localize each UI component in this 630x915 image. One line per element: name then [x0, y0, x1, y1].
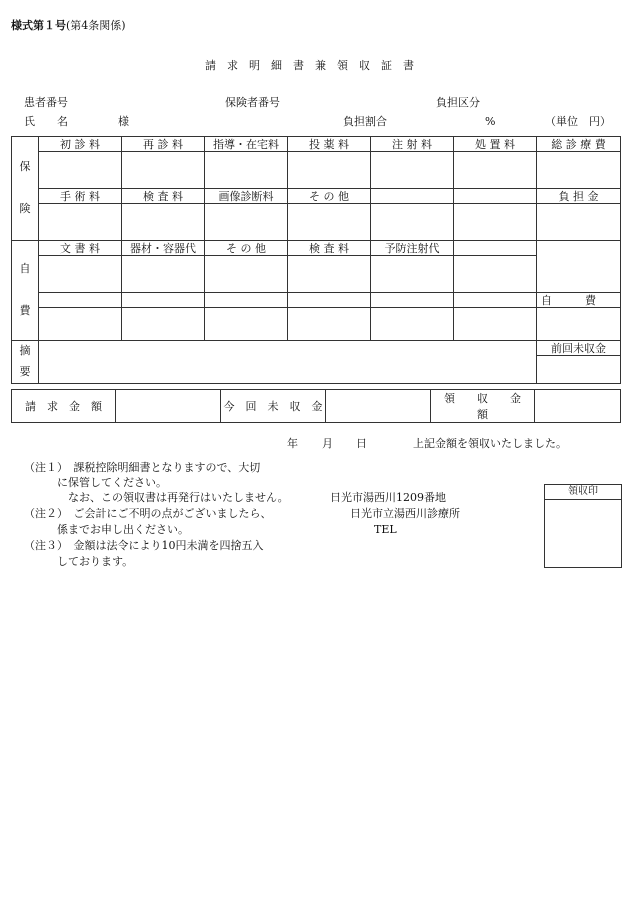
honorific-label: 様: [118, 115, 129, 128]
summary-row: [11, 389, 621, 423]
insurance-side-label: 保 険: [12, 137, 39, 241]
receipt-statement: 上記金額を領収いたしました。: [413, 437, 567, 450]
amount-cell[interactable]: [371, 256, 454, 293]
amount-cell[interactable]: [122, 256, 205, 293]
self-pay-header-cell: 文 書 料: [39, 241, 122, 256]
amount-cell[interactable]: [454, 204, 537, 241]
document-title: 請求明細書兼領収証書: [205, 59, 425, 72]
self-pay-header-cell: [205, 293, 288, 308]
receipt-stamp-box[interactable]: [544, 484, 622, 568]
amount-cell[interactable]: [454, 308, 537, 341]
date-day-label: 日: [356, 437, 367, 450]
amount-cell[interactable]: [371, 308, 454, 341]
self-pay-header-cell: 器材・容器代: [122, 241, 205, 256]
amount-cell[interactable]: [537, 308, 621, 341]
insurance-header-cell: 検 査 料: [122, 189, 205, 204]
self-pay-header-cell: 予防注射代: [371, 241, 454, 256]
form-number: 様式第１号(第4条関係): [11, 19, 126, 32]
note-line: （注１） 課税控除明細書となりますので、大切: [24, 461, 261, 474]
amount-cell[interactable]: [205, 204, 288, 241]
date-year-label: 年: [287, 437, 298, 450]
self-pay-header-cell: [122, 293, 205, 308]
insurance-header-cell: 手 術 料: [39, 189, 122, 204]
amount-cell[interactable]: [288, 152, 371, 189]
previous-unpaid-label: 前回未収金: [537, 341, 621, 356]
self-pay-header-cell: [454, 293, 537, 308]
amount-cell[interactable]: [39, 204, 122, 241]
self-pay-header-cell: [288, 293, 371, 308]
amount-cell[interactable]: [205, 152, 288, 189]
amount-cell[interactable]: [205, 256, 288, 293]
self-pay-header-cell: [454, 241, 537, 256]
patient-number-label: 患者番号: [24, 96, 68, 109]
amount-cell[interactable]: [371, 204, 454, 241]
name-label: 氏 名: [24, 115, 68, 128]
amount-cell[interactable]: [288, 308, 371, 341]
amount-cell[interactable]: [537, 152, 621, 189]
percent-label: %: [485, 115, 496, 128]
clinic-tel: TEL: [374, 523, 397, 536]
amount-cell[interactable]: [39, 256, 122, 293]
amount-cell[interactable]: [537, 241, 621, 293]
remarks-side-label: 摘 要: [12, 341, 39, 384]
insurance-header-cell: 指導・在宅料: [205, 137, 288, 152]
insurance-header-cell: 処 置 料: [454, 137, 537, 152]
clinic-address: 日光市湯西川1209番地: [330, 491, 446, 504]
note-line: に保管してください。: [24, 476, 167, 489]
insurance-header-cell: 画像診断料: [205, 189, 288, 204]
billed-amount-value[interactable]: [116, 390, 221, 423]
amount-cell[interactable]: [122, 308, 205, 341]
amount-cell[interactable]: [537, 356, 621, 384]
self-pay-header-cell: [371, 293, 454, 308]
insurance-header-cell: 再 診 料: [122, 137, 205, 152]
burden-ratio-label: 負担割合: [343, 115, 387, 128]
remarks-area[interactable]: [39, 341, 537, 384]
amount-cell[interactable]: [122, 204, 205, 241]
amount-cell[interactable]: [122, 152, 205, 189]
insurer-number-label: 保険者番号: [225, 96, 280, 109]
burden-class-label: 負担区分: [436, 96, 480, 109]
note-line: （注２） ご会計にご不明の点がございましたら、: [24, 507, 272, 520]
amount-cell[interactable]: [537, 204, 621, 241]
amount-cell[interactable]: [39, 152, 122, 189]
insurance-header-cell: [454, 189, 537, 204]
insurance-header-cell: 初 診 料: [39, 137, 122, 152]
receipt-stamp-label: 領収印: [545, 485, 621, 500]
current-unpaid-label: 今 回 未 収 金: [221, 390, 326, 423]
insurance-header-cell: 注 射 料: [371, 137, 454, 152]
amount-cell[interactable]: [371, 152, 454, 189]
clinic-name: 日光市立湯西川診療所: [350, 507, 460, 520]
amount-cell[interactable]: [205, 308, 288, 341]
self-pay-total-label: 自 費: [537, 293, 621, 308]
unit-label: （単位 円）: [545, 115, 611, 128]
amount-cell[interactable]: [454, 152, 537, 189]
date-month-label: 月: [322, 437, 333, 450]
amount-cell[interactable]: [39, 308, 122, 341]
billing-detail-table: [11, 136, 621, 384]
insurance-header-cell: [371, 189, 454, 204]
insurance-header-cell: 負 担 金: [537, 189, 621, 204]
note-line: 係までお申し出ください。: [24, 523, 189, 536]
note-line: なお、この領収書は再発行はいたしません。: [24, 491, 289, 504]
billed-amount-label: 請 求 金 額: [12, 390, 116, 423]
note-line: （注３） 金額は法令により10円未満を四捨五入: [24, 539, 264, 552]
self-pay-header-cell: [39, 293, 122, 308]
amount-cell[interactable]: [288, 256, 371, 293]
amount-cell[interactable]: [288, 204, 371, 241]
insurance-header-cell: 総 診 療 費: [537, 137, 621, 152]
insurance-header-cell: 投 薬 料: [288, 137, 371, 152]
received-amount-value[interactable]: [535, 390, 621, 423]
self-pay-side-label: 自 費: [12, 241, 39, 341]
self-pay-header-cell: 検 査 料: [288, 241, 371, 256]
amount-cell[interactable]: [454, 256, 537, 293]
current-unpaid-value[interactable]: [326, 390, 431, 423]
self-pay-header-cell: そ の 他: [205, 241, 288, 256]
received-amount-label: 領 収 金 額: [431, 390, 535, 423]
insurance-header-cell: そ の 他: [288, 189, 371, 204]
note-line: しております。: [24, 555, 134, 568]
